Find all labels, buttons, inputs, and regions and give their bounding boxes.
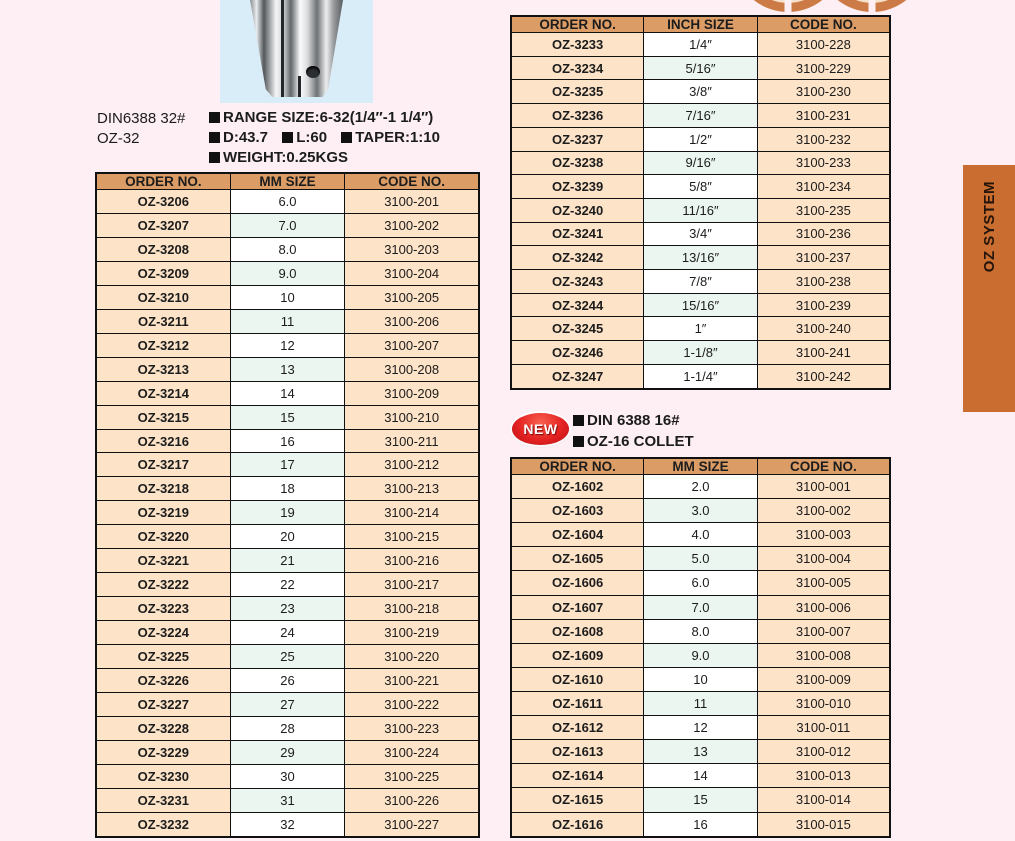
order-no-cell: OZ-3244: [511, 293, 644, 317]
order-no-cell: OZ-3243: [511, 270, 644, 294]
order-no-cell: OZ-3238: [511, 151, 644, 175]
size-cell: 13/16″: [644, 246, 757, 270]
order-no-cell: OZ-3242: [511, 246, 644, 270]
size-cell: 31: [230, 788, 345, 812]
collet-front-view-icon: [817, 0, 927, 12]
order-no-cell: OZ-3236: [511, 104, 644, 128]
table-row: [511, 788, 890, 812]
table-row: [511, 198, 890, 222]
table-row: [96, 237, 479, 261]
size-cell: 1-1/8″: [644, 341, 757, 365]
order-no-cell: OZ-3247: [511, 364, 644, 389]
code-no-cell: 3100-236: [757, 222, 890, 246]
code-no-cell: 3100-228: [757, 33, 890, 57]
size-cell: 2.0: [644, 475, 757, 499]
size-cell: 20: [230, 525, 345, 549]
size-cell: 6.0: [230, 190, 345, 214]
order-no-cell: OZ-3220: [96, 525, 230, 549]
order-no-cell: OZ-3234: [511, 56, 644, 80]
table-row: [96, 333, 479, 357]
table-row: [511, 270, 890, 294]
code-no-cell: 3100-233: [757, 151, 890, 175]
size-cell: 1/4″: [644, 33, 757, 57]
code-no-cell: 3100-213: [345, 477, 479, 501]
table-row: [511, 127, 890, 151]
size-cell: 18: [230, 477, 345, 501]
code-no-cell: 3100-238: [757, 270, 890, 294]
spec-l: L:60: [296, 129, 328, 146]
order-no-cell: OZ-3211: [96, 309, 230, 333]
table-row: [511, 523, 890, 547]
table-row: [96, 477, 479, 501]
table-row: [511, 56, 890, 80]
code-no-cell: 3100-235: [757, 198, 890, 222]
code-no-cell: 3100-217: [345, 573, 479, 597]
size-cell: 9.0: [230, 261, 345, 285]
size-cell: 26: [230, 669, 345, 693]
table-row: [511, 547, 890, 571]
table-row: [511, 104, 890, 128]
size-cell: 11/16″: [644, 198, 757, 222]
model-standard: DIN6388 32#: [97, 110, 186, 127]
order-no-cell: OZ-3219: [96, 501, 230, 525]
size-cell: 11: [644, 691, 757, 715]
code-no-cell: 3100-206: [345, 309, 479, 333]
order-no-cell: OZ-3214: [96, 381, 230, 405]
table-row: [96, 669, 479, 693]
table-row: [96, 716, 479, 740]
table-row: [96, 764, 479, 788]
code-no-cell: 3100-005: [757, 571, 890, 595]
table-row: [96, 309, 479, 333]
code-no-cell: 3100-207: [345, 333, 479, 357]
table-row: [511, 716, 890, 740]
table-row: [511, 222, 890, 246]
bullet-square-icon: [573, 436, 584, 447]
size-cell: 32: [230, 812, 345, 837]
column-header: ORDER NO.: [96, 173, 230, 190]
bullet-square-icon: [282, 132, 293, 143]
code-no-cell: 3100-007: [757, 619, 890, 643]
size-cell: 12: [230, 333, 345, 357]
order-no-cell: OZ-3245: [511, 317, 644, 341]
code-no-cell: 3100-209: [345, 381, 479, 405]
table-row: [96, 621, 479, 645]
order-no-cell: OZ-3213: [96, 357, 230, 381]
size-cell: 24: [230, 621, 345, 645]
size-cell: 8.0: [230, 237, 345, 261]
new-badge: [512, 413, 569, 445]
size-cell: 19: [230, 501, 345, 525]
order-no-cell: OZ-3235: [511, 80, 644, 104]
code-no-cell: 3100-009: [757, 667, 890, 691]
table-row: [96, 812, 479, 837]
code-no-cell: 3100-240: [757, 317, 890, 341]
order-no-cell: OZ-3209: [96, 261, 230, 285]
new-badge-label: NEW: [523, 421, 558, 437]
table-row: [96, 357, 479, 381]
table-row: [96, 429, 479, 453]
table-row: [511, 667, 890, 691]
size-cell: 25: [230, 645, 345, 669]
code-no-cell: 3100-013: [757, 764, 890, 788]
spec-taper: TAPER:1:10: [355, 129, 440, 146]
order-no-cell: OZ-3228: [96, 716, 230, 740]
size-cell: 12: [644, 716, 757, 740]
spec-line-range: [209, 108, 450, 128]
size-cell: 7/16″: [644, 104, 757, 128]
size-cell: 11: [230, 309, 345, 333]
order-no-cell: OZ-1602: [511, 475, 644, 499]
code-no-cell: 3100-237: [757, 246, 890, 270]
size-cell: 7.0: [230, 213, 345, 237]
code-no-cell: 3100-201: [345, 190, 479, 214]
code-no-cell: 3100-203: [345, 237, 479, 261]
column-header: ORDER NO.: [511, 16, 644, 33]
table-row: [511, 643, 890, 667]
code-no-cell: 3100-001: [757, 475, 890, 499]
table-row: [96, 573, 479, 597]
order-no-cell: OZ-3231: [96, 788, 230, 812]
order-no-cell: OZ-1603: [511, 499, 644, 523]
order-no-cell: OZ-3218: [96, 477, 230, 501]
oz-system-tab[interactable]: [963, 165, 1015, 412]
order-no-cell: OZ-3227: [96, 693, 230, 717]
column-header: INCH SIZE: [644, 16, 757, 33]
size-cell: 3/4″: [644, 222, 757, 246]
order-no-cell: OZ-3207: [96, 213, 230, 237]
bullet-square-icon: [209, 112, 220, 123]
order-no-cell: OZ-3222: [96, 573, 230, 597]
size-cell: 22: [230, 573, 345, 597]
model-name: OZ-32: [97, 130, 140, 147]
order-no-cell: OZ-3208: [96, 237, 230, 261]
order-no-cell: OZ-3215: [96, 405, 230, 429]
code-no-cell: 3100-218: [345, 597, 479, 621]
code-no-cell: 3100-211: [345, 429, 479, 453]
order-no-cell: OZ-3221: [96, 549, 230, 573]
size-cell: 1/2″: [644, 127, 757, 151]
size-cell: 17: [230, 453, 345, 477]
table-row: [511, 175, 890, 199]
code-no-cell: 3100-010: [757, 691, 890, 715]
table-row: [511, 764, 890, 788]
order-no-cell: OZ-1608: [511, 619, 644, 643]
order-no-cell: OZ-3216: [96, 429, 230, 453]
order-no-cell: OZ-3246: [511, 341, 644, 365]
table-row: [511, 293, 890, 317]
size-cell: 9.0: [644, 643, 757, 667]
order-no-cell: OZ-3230: [96, 764, 230, 788]
table-row: [96, 381, 479, 405]
code-no-cell: 3100-015: [757, 812, 890, 837]
order-no-cell: OZ-3233: [511, 33, 644, 57]
size-cell: 7.0: [644, 595, 757, 619]
spec-line-weight: [209, 148, 450, 168]
order-no-cell: OZ-1609: [511, 643, 644, 667]
table-row: [511, 80, 890, 104]
code-no-cell: 3100-221: [345, 669, 479, 693]
table-row: [96, 501, 479, 525]
order-no-cell: OZ-3223: [96, 597, 230, 621]
spec-d: D:43.7: [223, 129, 269, 146]
column-header: CODE NO.: [757, 16, 890, 33]
table-oz32-inch: [510, 15, 891, 390]
spec-line-dims: [209, 128, 450, 148]
size-cell: 3/8″: [644, 80, 757, 104]
collet-illustration: [250, 0, 343, 97]
code-no-cell: 3100-011: [757, 716, 890, 740]
order-no-cell: OZ-1607: [511, 595, 644, 619]
table-row: [96, 453, 479, 477]
code-no-cell: 3100-242: [757, 364, 890, 389]
table-row: [511, 595, 890, 619]
table-row: [511, 691, 890, 715]
table-row: [96, 525, 479, 549]
order-no-cell: OZ-1606: [511, 571, 644, 595]
bullet-square-icon: [209, 132, 220, 143]
order-no-cell: OZ-1614: [511, 764, 644, 788]
table-row: [511, 619, 890, 643]
order-no-cell: OZ-3229: [96, 740, 230, 764]
code-no-cell: 3100-216: [345, 549, 479, 573]
order-no-cell: OZ-3212: [96, 333, 230, 357]
code-no-cell: 3100-214: [345, 501, 479, 525]
order-no-cell: OZ-1604: [511, 523, 644, 547]
code-no-cell: 3100-004: [757, 547, 890, 571]
size-cell: 21: [230, 549, 345, 573]
size-cell: 15: [230, 405, 345, 429]
size-cell: 15: [644, 788, 757, 812]
order-no-cell: OZ-3240: [511, 198, 644, 222]
spec-range: RANGE SIZE:6-32(1/4″-1 1/4″): [223, 109, 434, 126]
order-no-cell: OZ-3206: [96, 190, 230, 214]
code-no-cell: 3100-205: [345, 285, 479, 309]
code-no-cell: 3100-002: [757, 499, 890, 523]
collet-slot-line: [281, 0, 284, 97]
size-cell: 7/8″: [644, 270, 757, 294]
order-no-cell: OZ-3232: [96, 812, 230, 837]
code-no-cell: 3100-232: [757, 127, 890, 151]
oz-system-tab-label: OZ SYSTEM: [981, 181, 998, 273]
code-no-cell: 3100-231: [757, 104, 890, 128]
size-cell: 23: [230, 597, 345, 621]
spec-block: [209, 108, 450, 168]
table-row: [511, 341, 890, 365]
table-row: [96, 788, 479, 812]
size-cell: 10: [644, 667, 757, 691]
code-no-cell: 3100-006: [757, 595, 890, 619]
column-header: CODE NO.: [757, 458, 890, 475]
size-cell: 3.0: [644, 499, 757, 523]
table-row: [511, 364, 890, 389]
code-no-cell: 3100-008: [757, 643, 890, 667]
order-no-cell: OZ-1616: [511, 812, 644, 837]
collet-slot-line: [298, 76, 301, 97]
order-no-cell: OZ-1613: [511, 740, 644, 764]
table-row: [96, 261, 479, 285]
size-cell: 14: [230, 381, 345, 405]
spec-weight: WEIGHT:0.25KGS: [223, 149, 349, 166]
size-cell: 14: [644, 764, 757, 788]
size-cell: 13: [644, 740, 757, 764]
table-row: [96, 549, 479, 573]
order-no-cell: OZ-3210: [96, 285, 230, 309]
column-header: MM SIZE: [230, 173, 345, 190]
code-no-cell: 3100-225: [345, 764, 479, 788]
code-no-cell: 3100-234: [757, 175, 890, 199]
order-no-cell: OZ-1610: [511, 667, 644, 691]
size-cell: 4.0: [644, 523, 757, 547]
order-no-cell: OZ-3217: [96, 453, 230, 477]
order-no-cell: OZ-1615: [511, 788, 644, 812]
code-no-cell: 3100-226: [345, 788, 479, 812]
code-no-cell: 3100-003: [757, 523, 890, 547]
size-cell: 13: [230, 357, 345, 381]
column-header: CODE NO.: [345, 173, 479, 190]
bullet-square-icon: [573, 415, 584, 426]
size-cell: 9/16″: [644, 151, 757, 175]
code-no-cell: 3100-012: [757, 740, 890, 764]
code-no-cell: 3100-208: [345, 357, 479, 381]
collet-hole: [306, 66, 320, 78]
table-row: [96, 740, 479, 764]
code-no-cell: 3100-215: [345, 525, 479, 549]
code-no-cell: 3100-014: [757, 788, 890, 812]
size-cell: 8.0: [644, 619, 757, 643]
code-no-cell: 3100-224: [345, 740, 479, 764]
code-no-cell: 3100-229: [757, 56, 890, 80]
table-row: [511, 317, 890, 341]
size-cell: 10: [230, 285, 345, 309]
header-row: [511, 458, 890, 475]
order-no-cell: OZ-3226: [96, 669, 230, 693]
column-header: MM SIZE: [644, 458, 757, 475]
table-row: [511, 571, 890, 595]
order-no-cell: OZ-1605: [511, 547, 644, 571]
bullet-square-icon: [209, 152, 220, 163]
table-row: [96, 213, 479, 237]
order-no-cell: OZ-3237: [511, 127, 644, 151]
table-row: [511, 246, 890, 270]
collet-front-view-icon: [733, 0, 843, 12]
size-cell: 27: [230, 693, 345, 717]
size-cell: 5/16″: [644, 56, 757, 80]
order-no-cell: OZ-3225: [96, 645, 230, 669]
size-cell: 1-1/4″: [644, 364, 757, 389]
code-no-cell: 3100-204: [345, 261, 479, 285]
table-row: [96, 285, 479, 309]
code-no-cell: 3100-210: [345, 405, 479, 429]
order-no-cell: OZ-1612: [511, 716, 644, 740]
table-row: [511, 33, 890, 57]
order-no-cell: OZ-3241: [511, 222, 644, 246]
size-cell: 6.0: [644, 571, 757, 595]
bullet-square-icon: [341, 132, 352, 143]
order-no-cell: OZ-3224: [96, 621, 230, 645]
collet-product-image: [220, 0, 373, 103]
code-no-cell: 3100-202: [345, 213, 479, 237]
size-cell: 16: [230, 429, 345, 453]
code-no-cell: 3100-227: [345, 812, 479, 837]
table-row: [511, 151, 890, 175]
table-oz32-mm: [95, 172, 480, 838]
header-row: [511, 16, 890, 33]
model-block: [97, 109, 185, 149]
code-no-cell: 3100-220: [345, 645, 479, 669]
new-section-line2: OZ-16 COLLET: [573, 431, 694, 452]
table-row: [96, 190, 479, 214]
size-cell: 1″: [644, 317, 757, 341]
code-no-cell: 3100-212: [345, 453, 479, 477]
size-cell: 15/16″: [644, 293, 757, 317]
table-row: [96, 597, 479, 621]
collet-ring-slot: [869, 0, 876, 14]
table-row: [511, 812, 890, 837]
table-row: [96, 645, 479, 669]
table-row: [96, 693, 479, 717]
order-no-cell: OZ-1611: [511, 691, 644, 715]
code-no-cell: 3100-222: [345, 693, 479, 717]
table-oz16-mm: [510, 457, 891, 838]
table-row: [96, 405, 479, 429]
code-no-cell: 3100-239: [757, 293, 890, 317]
header-row: [96, 173, 479, 190]
code-no-cell: 3100-219: [345, 621, 479, 645]
size-cell: 30: [230, 764, 345, 788]
collet-ring-slot: [785, 0, 792, 14]
size-cell: 29: [230, 740, 345, 764]
table-row: [511, 740, 890, 764]
size-cell: 28: [230, 716, 345, 740]
code-no-cell: 3100-241: [757, 341, 890, 365]
order-no-cell: OZ-3239: [511, 175, 644, 199]
new-section-line1: DIN 6388 16#: [573, 410, 694, 431]
new-section-titles: [573, 410, 694, 452]
size-cell: 5/8″: [644, 175, 757, 199]
column-header: ORDER NO.: [511, 458, 644, 475]
table-row: [511, 475, 890, 499]
size-cell: 5.0: [644, 547, 757, 571]
code-no-cell: 3100-230: [757, 80, 890, 104]
code-no-cell: 3100-223: [345, 716, 479, 740]
table-row: [511, 499, 890, 523]
size-cell: 16: [644, 812, 757, 837]
